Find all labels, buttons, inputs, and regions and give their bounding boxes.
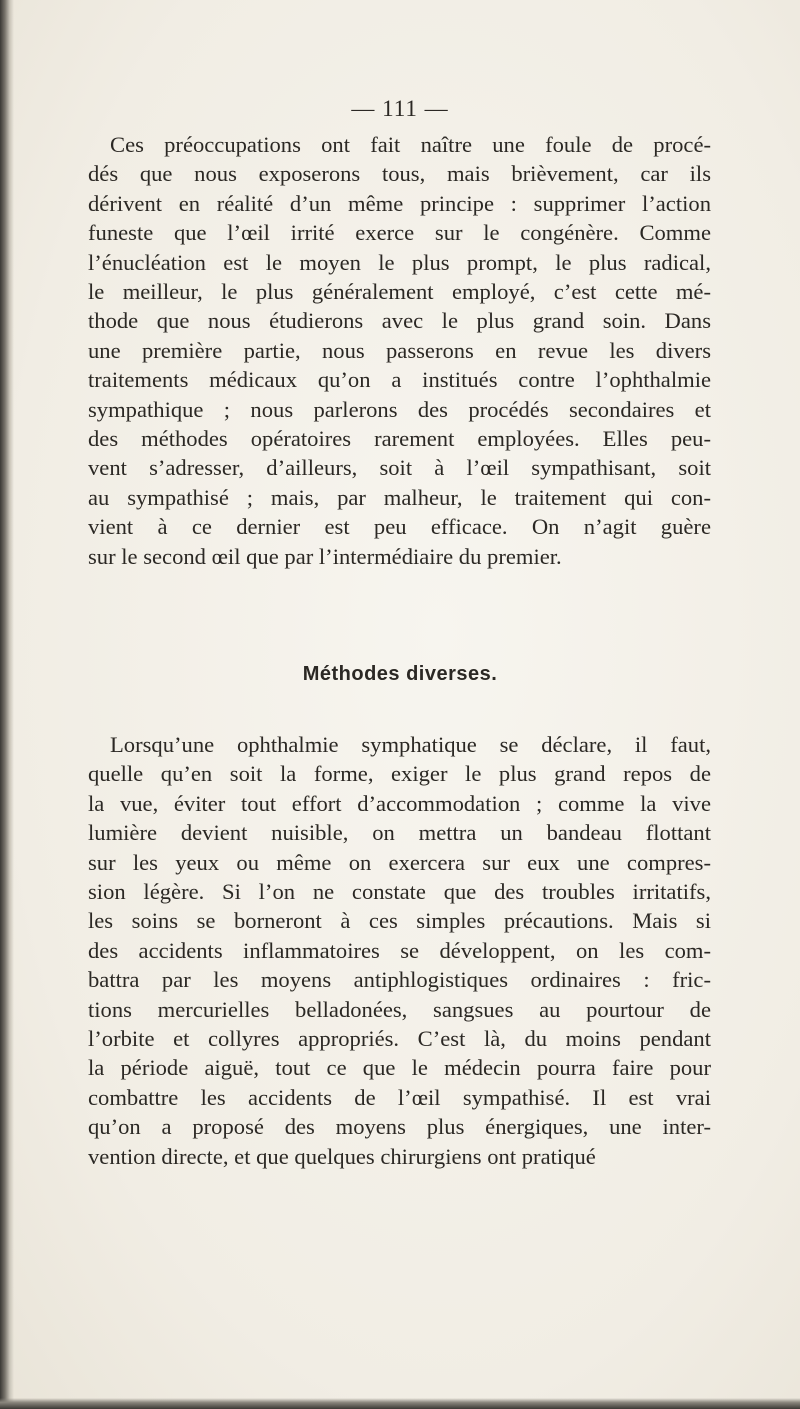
text-line: des accidents inflammatoires se développent, on les com- [88, 937, 711, 963]
text-line: sur le second œil que par l’intermédiaire du premier. [88, 543, 562, 569]
text-line: une première partie, nous passerons en revue les divers [88, 337, 711, 363]
text-line: les soins se borneront à ces simples précautions. Mais si [88, 908, 711, 934]
text-line: lumière devient nuisible, on mettra un bandeau flottant [88, 820, 711, 846]
text-line: l’énucléation est le moyen le plus prompt, le plus radical, [88, 249, 711, 275]
paragraph-intro [88, 130, 711, 571]
paragraph-methods [88, 730, 711, 1171]
text-line: traitements médicaux qu’on a institués contre l’ophthalmie [88, 367, 711, 393]
page-number: — 111 — [351, 96, 449, 121]
text-line: dérivent en réalité d’un même principe : supprimer l’action [88, 190, 711, 216]
text-line: funeste que l’œil irrité exerce sur le congénère. Comme [88, 220, 711, 246]
section-heading: Méthodes diverses. [302, 663, 498, 685]
text-line: sympathique ; nous parlerons des procédés secondaires et [88, 396, 711, 422]
text-line: quelle qu’en soit la forme, exiger le plus grand repos de [88, 761, 711, 787]
text-line: l’orbite et collyres appropriés. C’est là, du moins pendant [88, 1026, 711, 1052]
text-line: sion légère. Si l’on ne constate que des troubles irritatifs, [88, 879, 711, 905]
text-line: Ces préoccupations ont fait naître une foule de procé- [110, 132, 711, 157]
text-line: sur les yeux ou même on exercera sur eux une compres- [88, 849, 711, 875]
text-line: combattre les accidents de l’œil sympathisé. Il est vrai [88, 1084, 711, 1110]
text-line: le meilleur, le plus généralement employé, c’est cette mé- [88, 279, 711, 305]
page-binding-shadow [0, 0, 14, 1409]
text-line: Lorsqu’une ophthalmie symphatique se déclare, il faut, [110, 732, 711, 757]
text-line: vient à ce dernier est peu efficace. On n’agit guère [88, 514, 711, 540]
text-line: au sympathisé ; mais, par malheur, le traitement qui con- [88, 484, 711, 510]
text-line: tions mercurielles belladonées, sangsues au pourtour de [88, 996, 711, 1022]
text-line: battra par les moyens antiphlogistiques ordinaires : fric- [88, 967, 711, 993]
text-line: dés que nous exposerons tous, mais brièvement, car ils [88, 161, 711, 187]
page-bottom-shadow [0, 1398, 800, 1409]
text-line: thode que nous étudierons avec le plus grand soin. Dans [88, 308, 711, 334]
text-line: qu’on a proposé des moyens plus énergiques, une inter- [88, 1114, 711, 1140]
text-line: la vue, éviter tout effort d’accommodation ; comme la vive [88, 790, 711, 816]
text-line: des méthodes opératoires rarement employées. Elles peu- [88, 426, 711, 452]
text-line: vent s’adresser, d’ailleurs, soit à l’œil sympathisant, soit [88, 455, 711, 481]
text-line: vention directe, et que quelques chirurgiens ont pratiqué [88, 1143, 596, 1169]
text-line: la période aiguë, tout ce que le médecin pourra faire pour [88, 1055, 711, 1081]
